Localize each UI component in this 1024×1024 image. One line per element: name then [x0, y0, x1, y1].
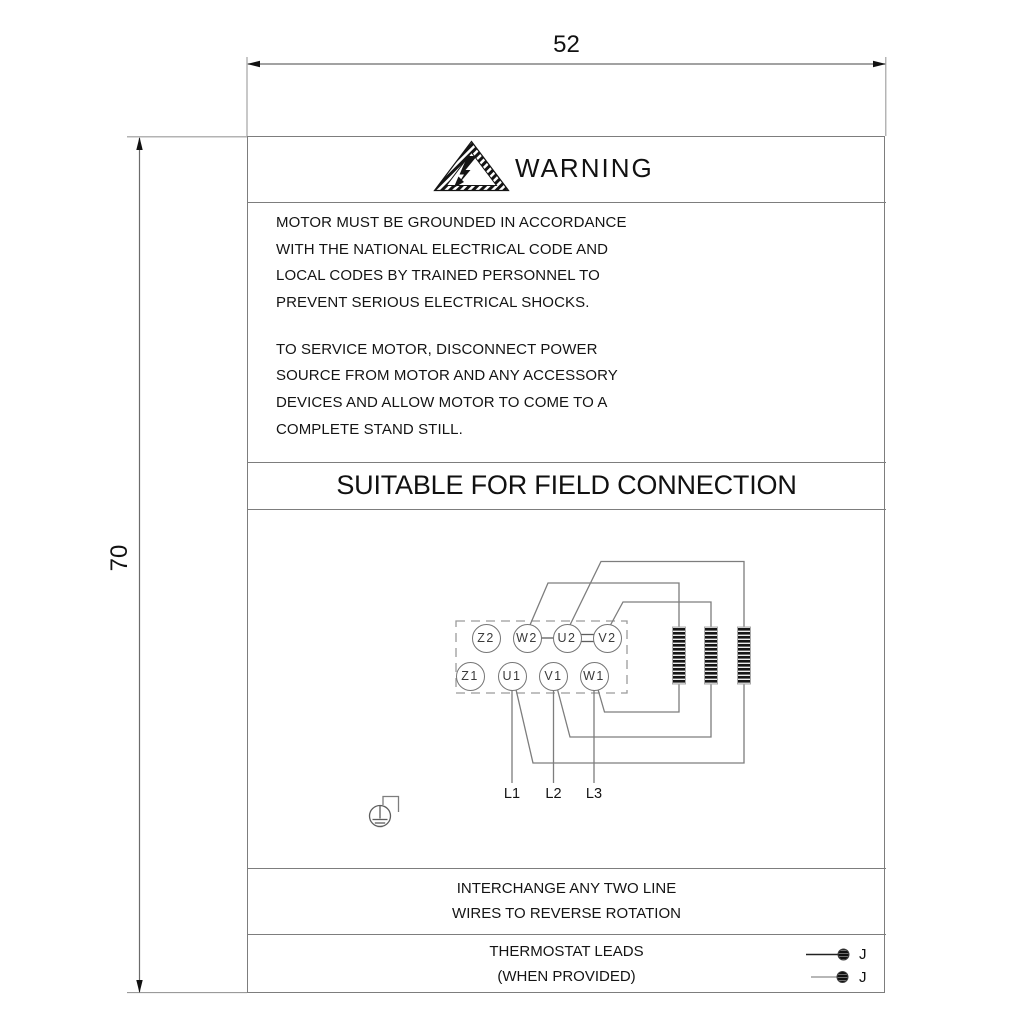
divider-field-connection	[247, 509, 886, 510]
paragraph-line: WITH THE NATIONAL ELECTRICAL CODE AND	[276, 240, 609, 258]
terminal-w1: W1	[580, 662, 609, 691]
thermostat-lead-label: J	[859, 946, 867, 963]
terminal-z2: Z2	[472, 624, 501, 653]
height-dimension	[127, 137, 247, 993]
terminal-v2: V2	[593, 624, 622, 653]
terminal-w2: W2	[513, 624, 542, 653]
paragraph-line: MOTOR MUST BE GROUNDED IN ACCORDANCE	[276, 214, 627, 231]
line-label-l3: L3	[585, 786, 603, 802]
rotation-note	[247, 869, 886, 933]
line-label-l2: L2	[545, 786, 562, 802]
dimension-arrow-down-icon	[136, 980, 142, 993]
warning-title: WARNING	[515, 153, 654, 183]
terminal-v1: V1	[539, 662, 568, 691]
paragraph-line: PREVENT SERIOUS ELECTRICAL SHOCKS.	[276, 294, 590, 312]
rotation-note-line: WIRES TO REVERSE ROTATION	[452, 905, 681, 922]
thermostat-lead-label: J	[859, 968, 867, 986]
line-label-l1: L1	[503, 786, 521, 802]
thermostat-note-line: THERMOSTAT LEADS	[489, 942, 644, 960]
dimension-arrow-up-icon	[136, 137, 142, 150]
grounding-warning-paragraph	[276, 210, 627, 317]
divider-header	[247, 202, 886, 203]
service-warning-paragraph	[276, 337, 618, 444]
terminal-u2: U2	[553, 624, 582, 653]
width-dimension-value: 52	[553, 31, 580, 58]
height-dimension-value: 70	[106, 544, 133, 572]
paragraph-line: TO SERVICE MOTOR, DISCONNECT POWER	[276, 340, 598, 358]
field-connection-title: SUITABLE FOR FIELD CONNECTION	[336, 470, 797, 500]
width-dimension	[247, 57, 886, 136]
terminal-u1: U1	[498, 662, 527, 691]
paragraph-line: SOURCE FROM MOTOR AND ANY ACCESSORY	[276, 367, 618, 385]
terminal-z1: Z1	[456, 662, 485, 691]
thermostat-note-line: (WHEN PROVIDED)	[497, 968, 636, 985]
paragraph-line: COMPLETE STAND STILL.	[276, 420, 463, 438]
dimension-arrow-left-icon	[247, 61, 260, 67]
rotation-note-line: INTERCHANGE ANY TWO LINE	[456, 879, 677, 897]
thermostat-note	[247, 935, 886, 993]
dimension-arrow-right-icon	[873, 61, 886, 67]
paragraph-line: DEVICES AND ALLOW MOTOR TO COME TO A	[276, 393, 608, 411]
paragraph-line: LOCAL CODES BY TRAINED PERSONNEL TO	[276, 267, 600, 285]
